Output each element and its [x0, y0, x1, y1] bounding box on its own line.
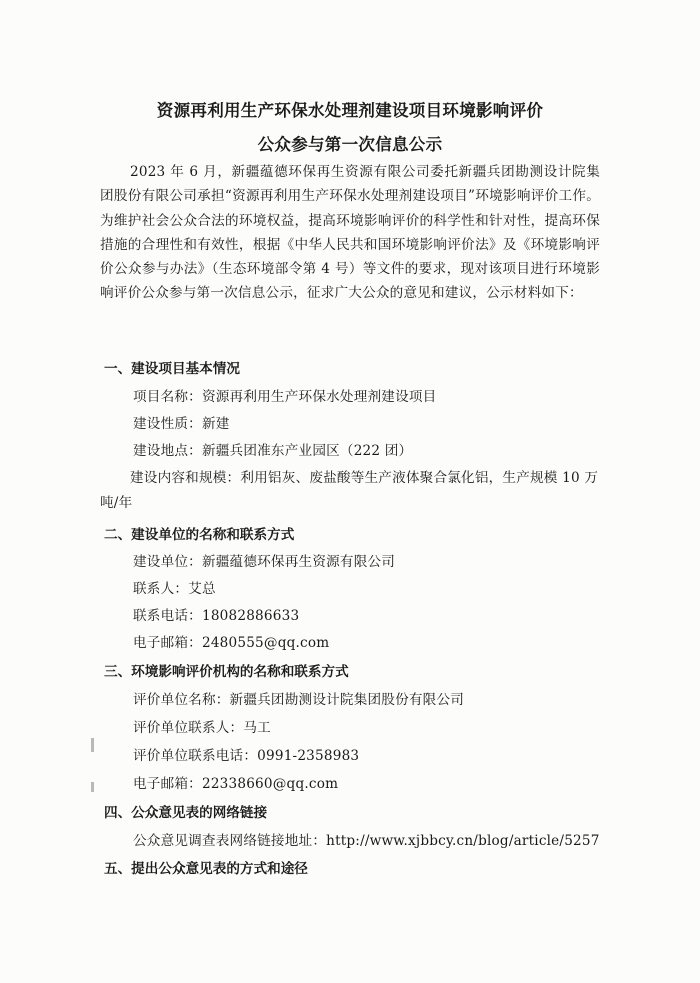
section-heading-evaluator: 三、环境影响评价机构的名称和联系方式: [104, 664, 349, 680]
evaluator-contact: 评价单位联系人：马工: [133, 720, 271, 736]
project-name: 项目名称：资源再利用生产环保水处理剂建设项目: [133, 389, 437, 405]
document-subtitle: 公众参与第一次信息公示: [257, 135, 443, 154]
evaluator-org: 评价单位名称：新疆兵团勘测设计院集团股份有限公司: [133, 692, 465, 708]
project-nature: 建设性质：新建: [133, 416, 230, 432]
builder-contact: 联系人：艾总: [133, 581, 216, 597]
section-heading-link: 四、公众意见表的网络链接: [104, 805, 268, 821]
survey-link[interactable]: 公众意见调查表网络链接地址：http://www.xjbbcy.cn/blog/article/5257: [133, 833, 600, 849]
scan-mark: [91, 782, 94, 792]
scan-mark: [91, 738, 94, 752]
builder-unit: 建设单位：新疆蕴德环保再生资源有限公司: [133, 554, 396, 570]
project-content: 建设内容和规模：利用铝灰、废盐酸等生产液体聚合氯化铝，生产规模 10 万吨/年: [100, 470, 599, 511]
intro-paragraph: 2023 年 6 月，新疆蕴德环保再生资源有限公司委托新疆兵团勘测设计院集团股份有限公司承担“资源再利用生产环保水处理剂建设项目”环境影响评价工作。为维护社会公众合法的环境权益，提高环境影响评价的科学性和针对性，提高环保措施的合理性和有效性，根据《中华人民共和国环境影响评价法》及《环境影响评价公众参与办法》（生态环境部令第 4 号）等文件的要求，现对该项目进行环境影响评价公众参与第一次信息公示，征求广大公众的意见和建议，公示材料如下：: [100, 164, 600, 302]
section-heading-builder: 二、建设单位的名称和联系方式: [104, 527, 295, 543]
builder-phone: 联系电话：18082886633: [133, 608, 300, 624]
evaluator-phone: 评价单位联系电话：0991-2358983: [133, 748, 360, 764]
evaluator-email: 电子邮箱：22338660@qq.com: [133, 776, 339, 792]
section-heading-basic-info: 一、建设项目基本情况: [104, 361, 240, 377]
section-heading-submission: 五、提出公众意见表的方式和途径: [104, 861, 308, 877]
project-location: 建设地点：新疆兵团准东产业园区（222 团）: [133, 443, 413, 459]
builder-email: 电子邮箱：2480555@qq.com: [133, 635, 330, 651]
document-title: 资源再利用生产环保水处理剂建设项目环境影响评价: [156, 101, 544, 120]
